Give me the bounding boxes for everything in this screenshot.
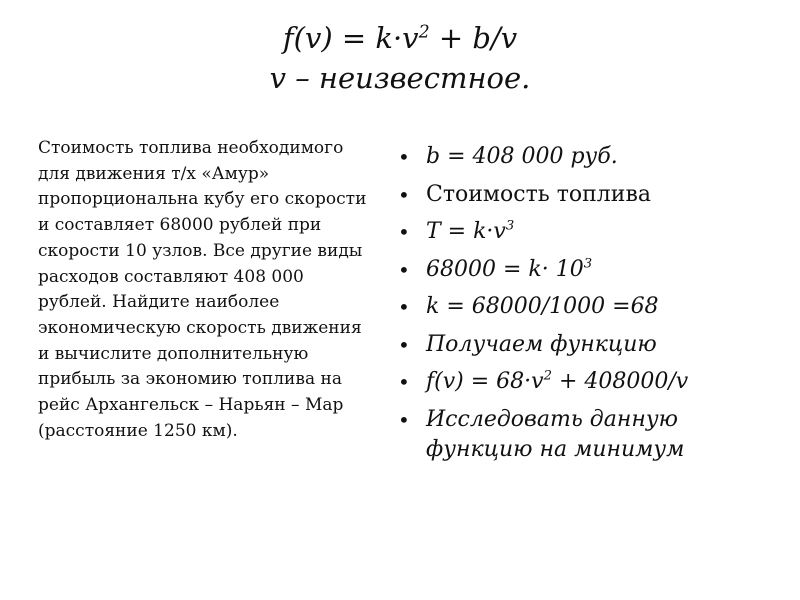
title-formula-lhs: f(v) [282,21,333,55]
bullet-dot-icon: • [398,332,410,357]
title-formula-eq: = k·v [332,21,419,55]
bullet-formula-exponent: 2 [543,368,552,384]
bullet-text: k = 68000/1000 =68 [426,294,659,319]
bullet-item [396,405,786,465]
bullet-text: Стоимость топлива [426,181,651,207]
title-formula-line [0,18,800,58]
bullet-text [426,257,592,282]
bullet-item [396,367,786,397]
bullet-dot-icon: • [398,220,410,244]
bullet-text: Исследовать данную функцию на минимум [426,406,685,462]
title-formula-exponent: 2 [418,22,430,43]
bullet-item [396,180,786,210]
solution-bullet-list [396,142,786,472]
bullet-text: Получаем функцию [426,331,657,357]
bullet-item [396,255,786,285]
bullet-dot-icon: • [398,295,410,319]
bullet-formula-tail: + 408000/v [551,369,689,394]
bullet-item [396,142,786,172]
bullet-text [426,219,514,244]
bullet-item [396,217,786,247]
title-unknown-line: v – неизвестное. [269,61,531,95]
bullet-dot-icon: • [398,370,410,394]
bullet-text [426,369,688,394]
bullet-formula-main: 68000 = k· 10 [426,256,584,282]
title-formula-rest: + b/v [429,21,518,55]
bullet-item [396,330,786,360]
bullet-dot-icon: • [398,145,410,169]
bullet-formula-exponent: 3 [505,218,515,234]
bullet-text: b = 408 000 руб. [426,144,618,169]
bullet-dot-icon: • [398,407,410,432]
problem-statement: Стоимость топлива необходимого для движения т/х «Амур» пропорциональна кубу его скорости и составляет 68000 рублей при скорости 10 узлов. Все другие виды расходов составляют 408 000 рублей. Найдите наиболее экономическую скорость движения и вычислите дополнительную прибыль за экономию топлива на рейс Архангельск – Нарьян – Мар (расстояние 1250 км). [38,138,367,441]
bullet-dot-icon: • [398,257,410,282]
bullet-formula-exponent: 3 [583,256,593,272]
bullet-formula-main: f(v) = 68·v [426,369,544,394]
bullet-formula-main: T = k·v [426,219,506,244]
bullet-item [396,292,786,322]
slide-title [0,18,800,98]
bullet-dot-icon: • [398,182,410,207]
